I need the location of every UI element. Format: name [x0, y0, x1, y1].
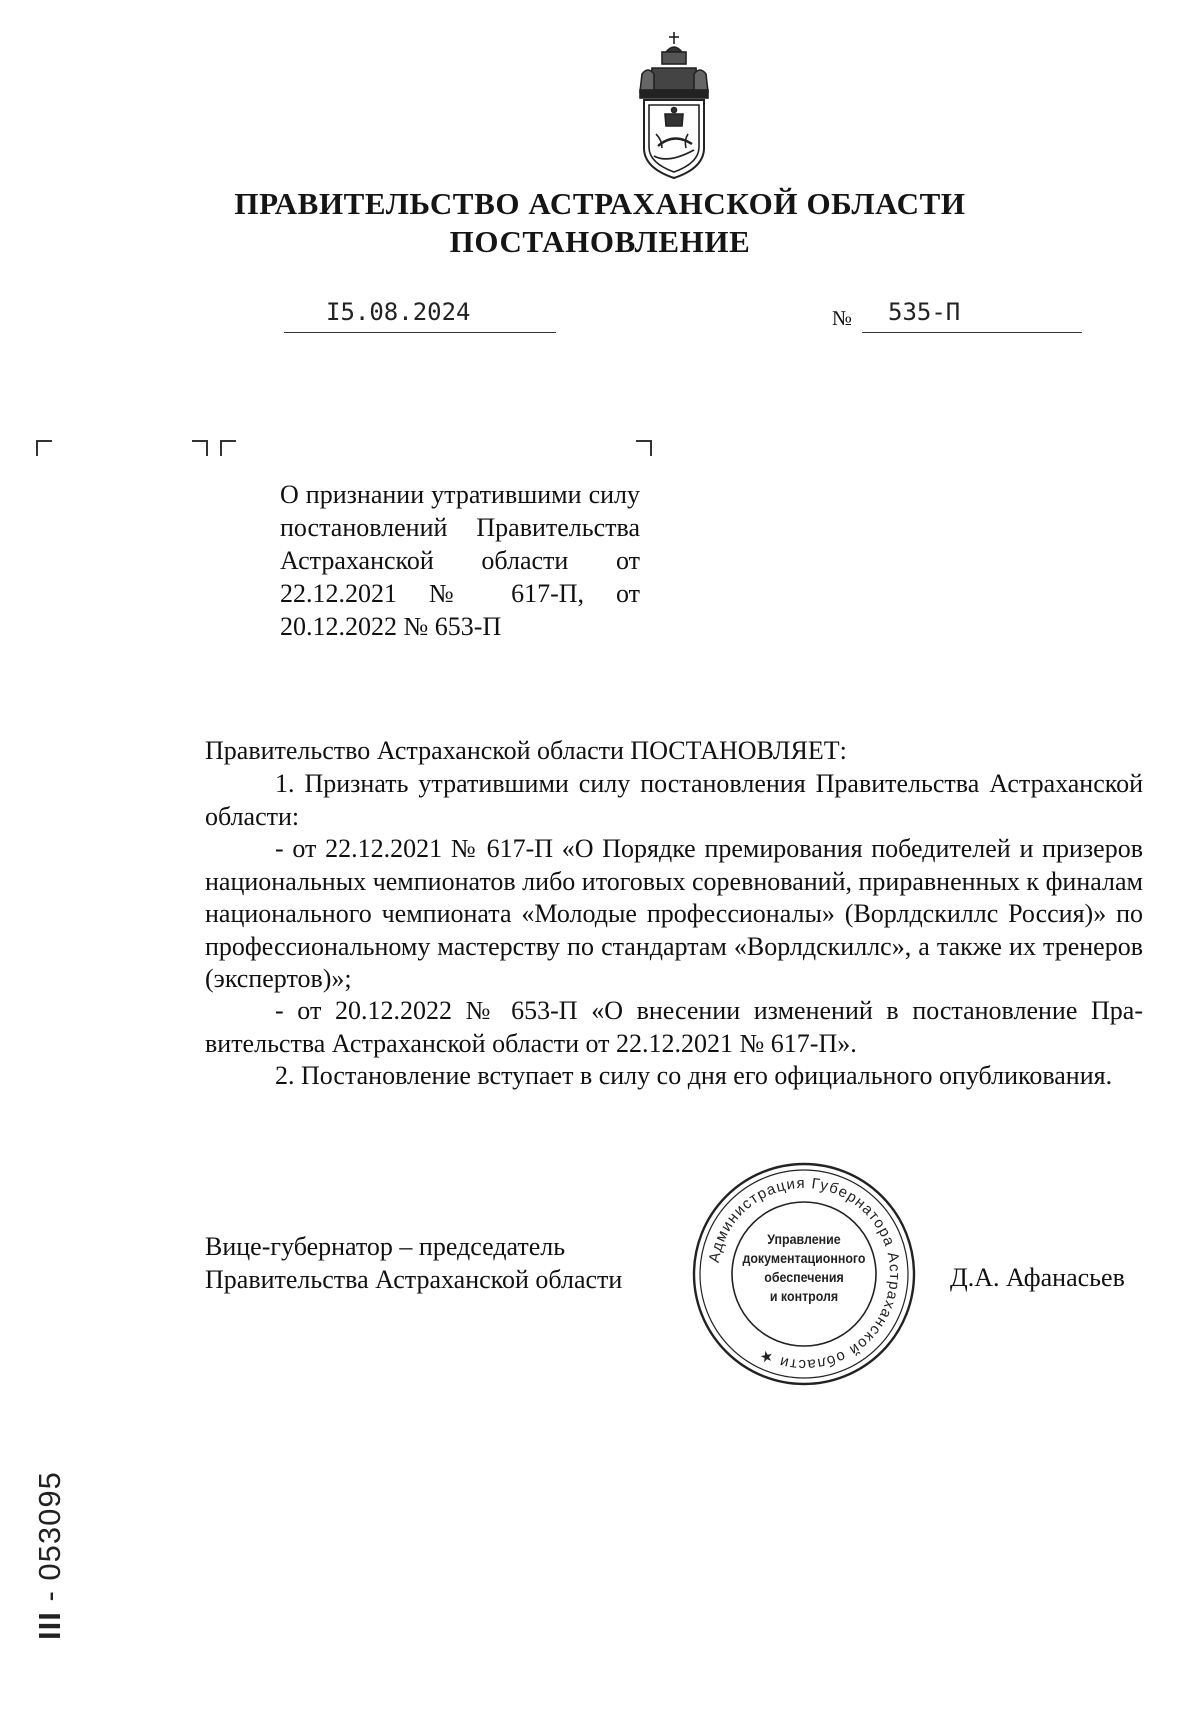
stamp-line-2: документационного: [742, 1251, 866, 1266]
stamp-line-1: Управление: [767, 1232, 841, 1247]
serial-prefix: III: [32, 1611, 67, 1640]
form-serial-number: [32, 1471, 68, 1640]
bracket-corner-icon: [36, 440, 52, 456]
bracket-corner-icon: [220, 440, 236, 456]
item-1-subitem-1: - от 22.12.2021 № 617-П «О Порядке премирования победителей и призеров национальных чемпионатов либо итоговых соревнований, приравненных к финалам национального чемпионата «Молодые профессионалы» (Ворлдскиллс Россия)» по профессиональному мастерству по стандартам «Ворлдскиллс», а также их тренеров (экспертов)»;: [205, 834, 1143, 993]
document-subject: О признании утратившими силу постановлений Правительства Астраханской области от 22.12.2021 № 617-П, от 20.12.2022 № 653-П: [280, 480, 640, 641]
item-2: 2. Постановление вступает в силу со дня его официального опубликования.: [275, 1061, 1113, 1090]
signer-title-line-1: Вице-губернатор – председатель: [205, 1232, 566, 1261]
stamp-ring-text: Администрация Губернатора Астраханской области ★: [705, 1174, 904, 1374]
date-field: [284, 294, 556, 333]
number-field: [862, 294, 1082, 333]
coat-of-arms-icon: [632, 30, 716, 180]
stamp-center-text: [735, 1230, 873, 1306]
document-date: I5.08.2024: [326, 298, 471, 326]
item-1: 1. Признать утратившими силу постановления Правительства Астраханской области:: [205, 769, 1143, 831]
item-1-subitem-2: - от 20.12.2022 № 653-П «О внесении изменений в постановление Правительства Астраханской области от 22.12.2021 № 617-П».: [205, 996, 1143, 1058]
resolution-intro: Правительство Астраханской области ПОСТАНОВЛЯЕТ:: [205, 736, 847, 765]
signer-name: Д.А. Афанасьев: [950, 1263, 1125, 1292]
bracket-corner-icon: [636, 440, 652, 456]
stamp-line-4: и контроля: [769, 1289, 839, 1304]
official-stamp: [690, 1160, 918, 1388]
serial-number: - 053095: [32, 1471, 67, 1602]
stamp-line-3: обеспечения: [764, 1270, 844, 1285]
document-number: 535-П: [888, 298, 961, 326]
number-sign: №: [832, 306, 853, 330]
bracket-corner-icon: [192, 440, 208, 456]
signer-title: [205, 1230, 622, 1296]
government-title: ПРАВИТЕЛЬСТВО АСТРАХАНСКОЙ ОБЛАСТИ: [234, 186, 966, 221]
document-type-title: ПОСТАНОВЛЕНИЕ: [449, 224, 751, 259]
signer-title-line-2: Правительства Астраханской области: [205, 1265, 623, 1294]
